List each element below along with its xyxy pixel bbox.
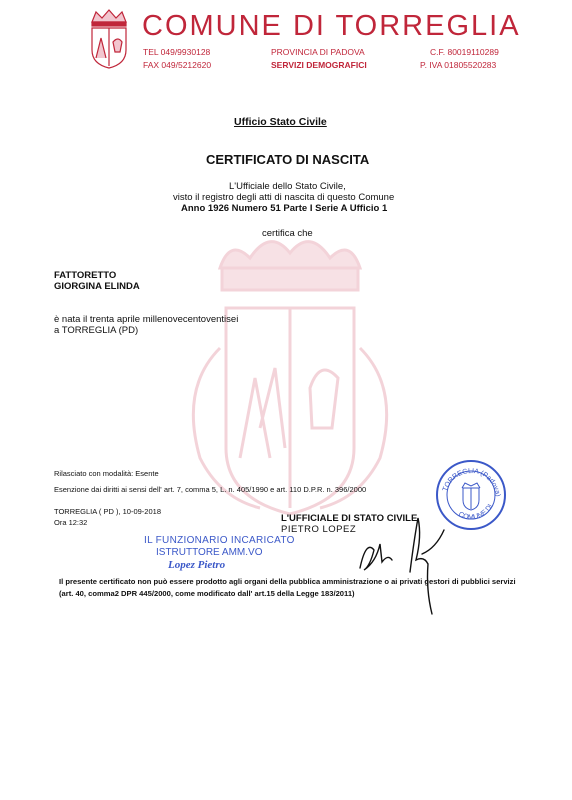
time: Ora 12:32 [54,518,88,527]
intro-record-reference: Anno 1926 Numero 51 Parte I Serie A Ufficio 1 [181,203,388,214]
certifies-text: certifica che [262,228,313,239]
municipality-title: COMUNE DI TORREGLIA [142,10,521,42]
intro-line-1: L'Ufficiale dello Stato Civile, [229,181,346,192]
fee-exemption: Esenzione dai diritti ai sensi dell' art. 7, comma 5, L. n. 405/1990 e art. 110 D.P.R. n. 396/2000 [54,485,367,494]
header-tel: TEL 049/9930128 [143,47,211,57]
header-piva: P. IVA 01805520283 [420,60,497,70]
handwritten-signature [352,510,452,622]
release-modality: Rilasciato con modalità: Esente [54,469,159,478]
office-heading: Ufficio Stato Civile [234,116,327,128]
stamp-name: Lopez Pietro [168,559,226,571]
official-title: L'UFFICIALE DI STATO CIVILE [281,513,418,524]
municipal-crest-logo [86,8,132,70]
birth-place-text: a TORREGLIA (PD) [54,325,139,336]
footer-notice: Il presente certificato non può essere prodotto agli organi della pubblica amministrazione o ai privati gestori di pubblici servizi [59,577,516,586]
date-place: TORREGLIA ( PD ), 10-09-2018 [54,507,161,516]
person-surname: FATTORETTO [54,270,117,281]
svg-text:COMUNE DI [457,503,494,521]
header-province: PROVINCIA DI PADOVA [271,47,365,57]
header-fax: FAX 049/5212620 [143,60,212,70]
stamp-comune-text: COMUNE DI [457,503,495,522]
birth-date-text: è nata il trenta aprile millenovecentoventisei [54,314,239,325]
stamp-town-text: TORREGLIA (Padova) [441,467,501,497]
crest-watermark [160,228,420,518]
header-service: SERVIZI DEMOGRAFICI [271,60,367,70]
intro-line-2: visto il registro degli atti di nascita di questo Comune [173,192,395,203]
document-title: CERTIFICATO DI NASCITA [206,152,370,167]
stamp-role: IL FUNZIONARIO INCARICATO [144,535,295,546]
stamp-position: ISTRUTTORE AMM.VO [156,547,263,558]
official-name: PIETRO LOPEZ [281,524,357,535]
header-cf: C.F. 80019110289 [430,47,499,57]
person-names: GIORGINA ELINDA [54,281,140,292]
footer-legal-reference: (art. 40, comma2 DPR 445/2000, come modificato dall' art.15 della Legge 183/2011) [59,589,355,598]
